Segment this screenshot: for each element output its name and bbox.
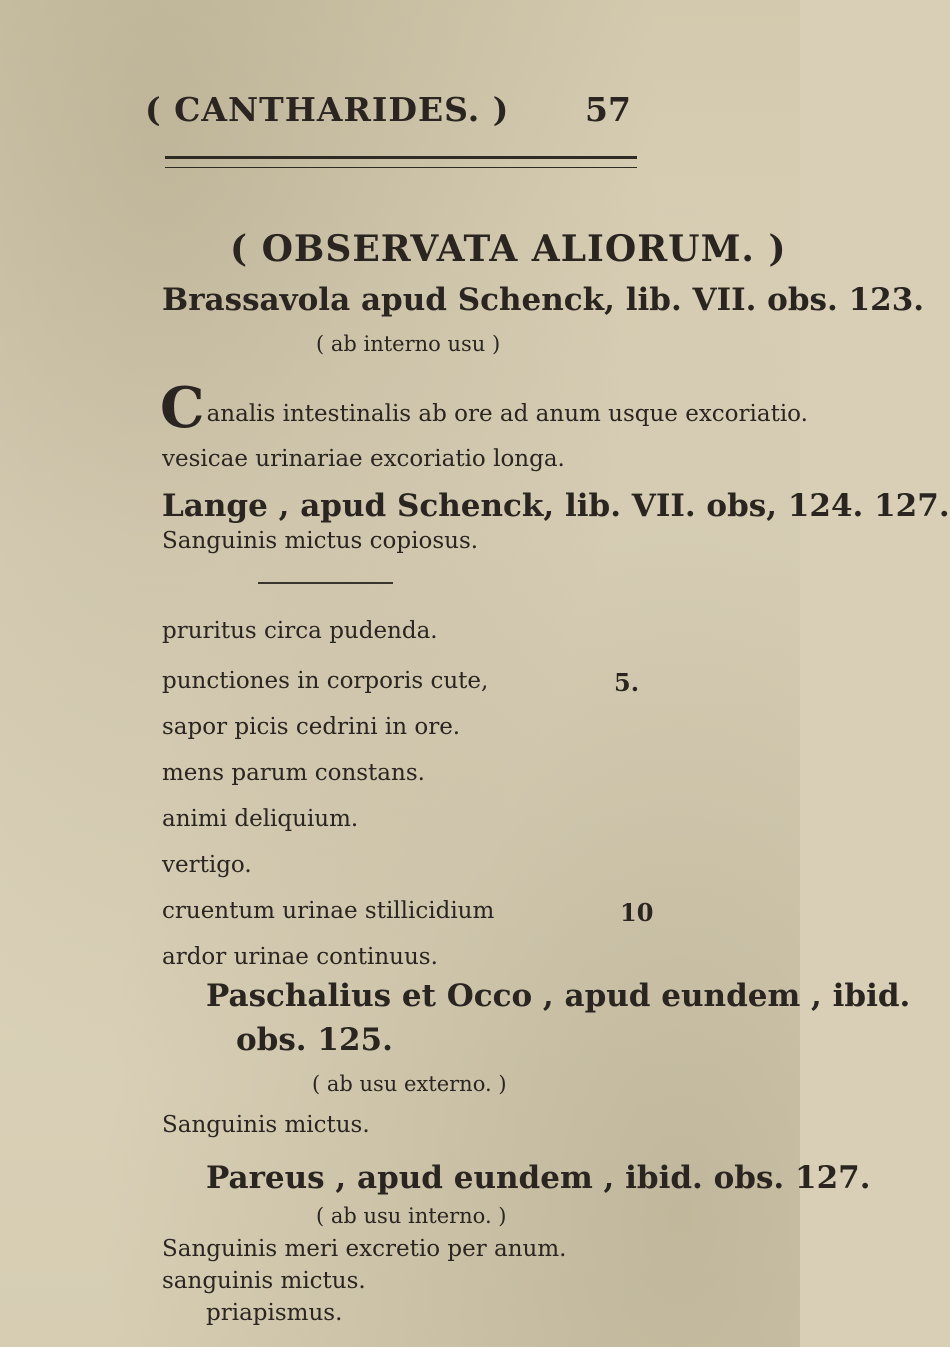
text-line: Sanguinis mictus copiosus. — [162, 528, 479, 554]
short-rule — [258, 582, 393, 584]
line-number: 5. — [614, 668, 640, 697]
entry-heading-lange: Lange , apud Schenck, lib. VII. obs, 124. 127. — [162, 488, 950, 524]
text-line: ardor urinae continuus. — [162, 944, 438, 970]
text-line: priapismus. — [206, 1300, 343, 1326]
text-line: sapor picis cedrini in ore. — [162, 714, 461, 740]
text-line: vesicae urinariae excoriatio longa. — [162, 446, 565, 472]
entry-heading-paschalius-cont: obs. 125. — [236, 1022, 393, 1058]
entry-heading-brassavola: Brassavola apud Schenck, lib. VII. obs. 123. — [162, 282, 925, 318]
entry-note-brassavola: ( ab interno usu ) — [316, 332, 501, 356]
text-line: mens parum constans. — [162, 760, 425, 786]
line-number: 10 — [620, 898, 654, 927]
text-line: vertigo. — [162, 852, 252, 878]
header-rule — [165, 156, 637, 168]
text-line — [160, 375, 808, 441]
entry-note-pareus: ( ab usu interno. ) — [316, 1204, 507, 1228]
running-head: ( CANTHARIDES. ) — [145, 90, 510, 129]
text-line: punctiones in corporis cute, — [162, 668, 489, 694]
entry-heading-paschalius: Paschalius et Occo , apud eundem , ibid. — [206, 978, 911, 1014]
entry-heading-pareus: Pareus , apud eundem , ibid. obs. 127. — [206, 1160, 871, 1196]
text-line: Sanguinis meri excretio per anum. — [162, 1236, 567, 1262]
text-line: cruentum urinae stillicidium — [162, 898, 495, 924]
text-line: animi deliquium. — [162, 806, 359, 832]
page-number: 57 — [585, 90, 631, 129]
text-line: pruritus circa pudenda. — [162, 618, 438, 644]
section-title: ( OBSERVATA ALIORUM. ) — [230, 228, 787, 270]
text-line-content: analis intestinalis ab ore ad anum usque excoriatio. — [206, 401, 808, 427]
text-line: sanguinis mictus. — [162, 1268, 366, 1294]
text-line: Sanguinis mictus. — [162, 1112, 370, 1138]
entry-note-paschalius: ( ab usu externo. ) — [312, 1072, 507, 1096]
drop-capital: C — [160, 375, 205, 441]
